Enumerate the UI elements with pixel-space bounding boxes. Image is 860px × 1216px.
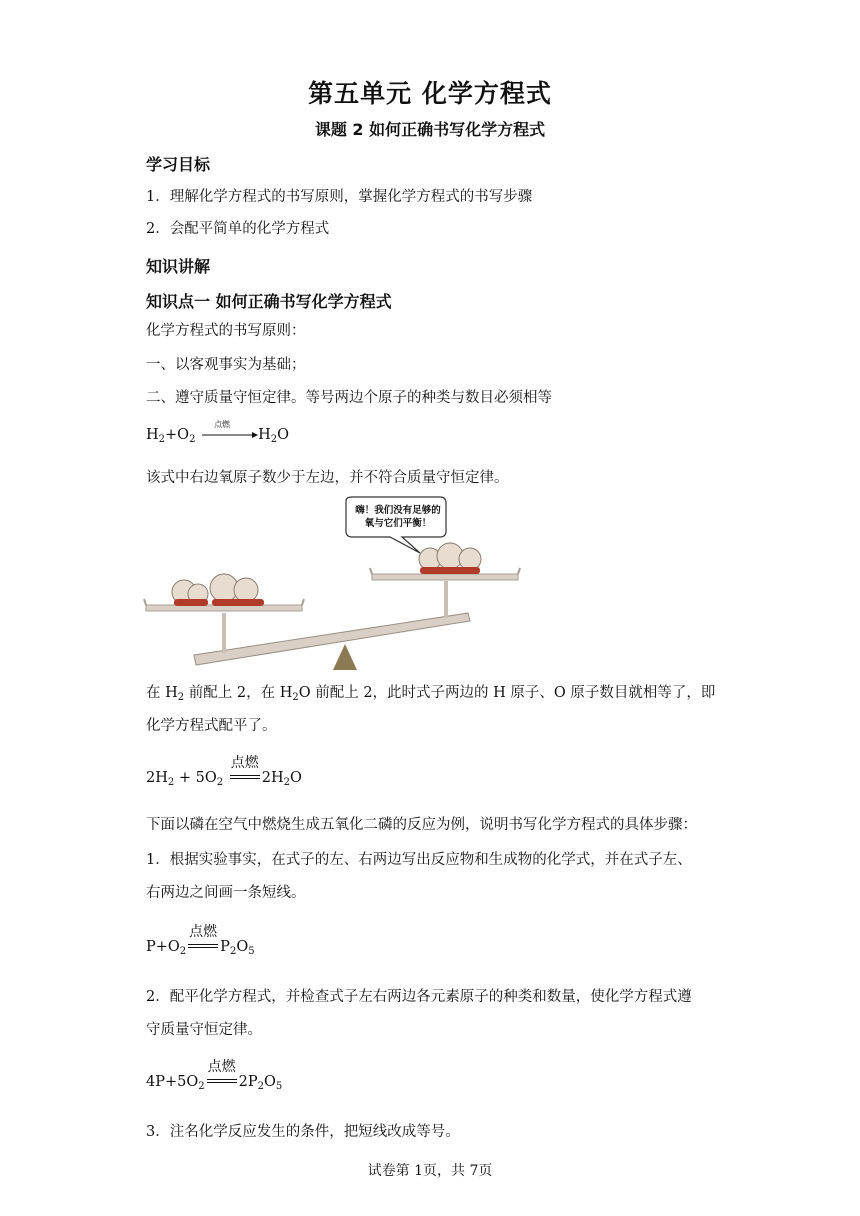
balance-text-line-2: 化学方程式配平了。 bbox=[146, 718, 277, 734]
water-molecules-right bbox=[419, 543, 481, 574]
equation-1: $H_2+O_2$ 点燃 $H_2O$ bbox=[146, 420, 289, 445]
double-equals-sign: 点燃 bbox=[188, 927, 218, 957]
steps-intro: 下面以磷在空气中燃烧生成五氧化二磷的反应为例，说明书写化学方程式的具体步骤： bbox=[146, 817, 697, 833]
double-equals-sign: 点燃 bbox=[207, 1062, 237, 1092]
hydrogen-molecules-left bbox=[172, 574, 264, 606]
balance-illustration bbox=[140, 495, 530, 675]
goal-2: 2．会配平简单的化学方程式 bbox=[146, 221, 330, 237]
principles-intro: 化学方程式的书写原则： bbox=[146, 323, 306, 339]
point-1-heading: 知识点一 如何正确书写化学方程式 bbox=[146, 292, 392, 311]
principle-1: 一、以客观事实为基础； bbox=[146, 357, 306, 373]
step-2-line-2: 守质量守恒定律。 bbox=[146, 1022, 262, 1038]
equation-3: $P+O_2$ 点燃 $P_2O_5$ bbox=[146, 924, 255, 957]
balance-text-line-1: 在 $H_2$ 前配上 2，在 $H_2O$ 前配上 2，此时式子两边的 H 原子、O 原子数目就相等了，即 bbox=[146, 685, 716, 703]
step-1-line-2: 右两边之间画一条短线。 bbox=[146, 885, 306, 901]
principle-2: 二、遵守质量守恒定律。等号两边个原子的种类与数目必须相等 bbox=[146, 390, 552, 406]
page-title: 第五单元 化学方程式 bbox=[308, 79, 552, 108]
eq1-comment: 该式中右边氧原子数少于左边，并不符合质量守恒定律。 bbox=[146, 470, 509, 486]
speech-bubble-text: 嗨！我们没有足够的 氧与它们平衡！ bbox=[355, 505, 441, 529]
knowledge-heading: 知识讲解 bbox=[146, 257, 211, 276]
page-footer: 试卷第 1页，共 7页 bbox=[367, 1163, 493, 1179]
equation-4: $4P+5O_2$ 点燃 $2P_2O_5$ bbox=[146, 1059, 283, 1092]
double-equals-sign: 点燃 bbox=[230, 758, 260, 788]
equation-2: $2H_2 + 5O_2$ 点燃 $2H_2O$ bbox=[146, 755, 302, 788]
step-1-line-1: 1．根据实验事实，在式子的左、右两边写出反应物和生成物的化学式，并在式子左、 bbox=[146, 852, 692, 868]
goals-heading: 学习目标 bbox=[146, 155, 211, 174]
reaction-arrow: 点燃 bbox=[200, 428, 258, 442]
goal-1: 1．理解化学方程式的书写原则，掌握化学方程式的书写步骤 bbox=[146, 189, 533, 205]
lesson-subtitle: 课题 2 如何正确书写化学方程式 bbox=[314, 120, 546, 139]
step-3: 3．注名化学反应发生的条件，把短线改成等号。 bbox=[146, 1124, 460, 1140]
step-2-line-1: 2．配平化学方程式，并检查式子左右两边各元素原子的种类和数量，使化学方程式遵 bbox=[146, 989, 692, 1005]
